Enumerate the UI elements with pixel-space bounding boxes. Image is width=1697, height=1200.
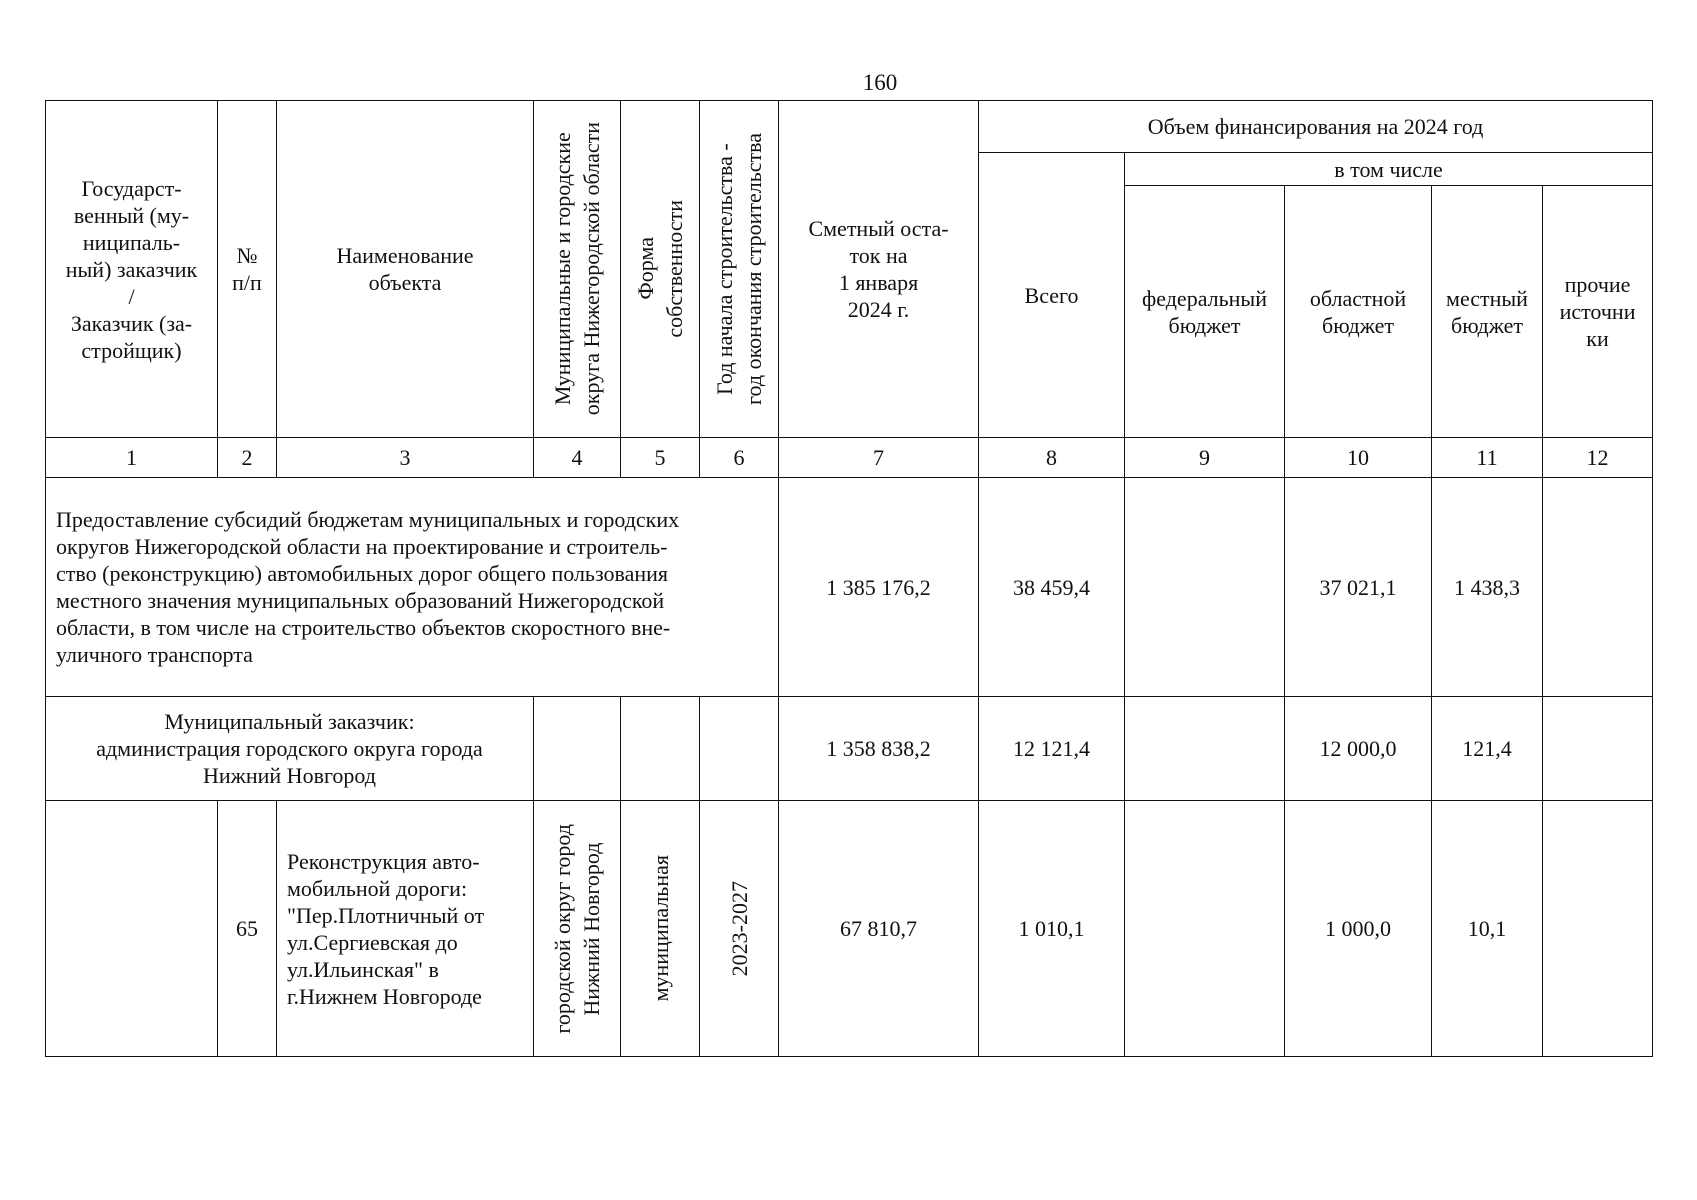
row-empty-4 — [534, 697, 621, 801]
header-local: местный бюджет — [1432, 186, 1543, 438]
column-number-2: 2 — [218, 438, 277, 478]
column-number-1: 1 — [46, 438, 218, 478]
header-total: Всего — [979, 153, 1125, 438]
column-number-8: 8 — [979, 438, 1125, 478]
financing-table — [45, 100, 1653, 1057]
column-number-12: 12 — [1543, 438, 1653, 478]
row-other — [1543, 478, 1653, 697]
header-ownership — [621, 101, 700, 438]
column-number-10: 10 — [1285, 438, 1432, 478]
header-years — [700, 101, 779, 438]
column-number-11: 11 — [1432, 438, 1543, 478]
column-number-6: 6 — [700, 438, 779, 478]
row-years-text: 2023-2027 — [726, 880, 752, 977]
column-number-9: 9 — [1125, 438, 1285, 478]
row-customer: Муниципальный заказчик: администрация городского округа города Нижний Новгород — [46, 697, 534, 801]
column-number-7: 7 — [779, 438, 979, 478]
header-funding: Объем финансирования на 2024 год — [979, 101, 1653, 153]
row-regional: 12 000,0 — [1285, 697, 1432, 801]
row-empty-5 — [621, 697, 700, 801]
row-customer-empty — [46, 801, 218, 1057]
header-estimate: Сметный оста- ток на 1 января 2024 г. — [779, 101, 979, 438]
row-estimate: 67 810,7 — [779, 801, 979, 1057]
row-estimate: 1 385 176,2 — [779, 478, 979, 697]
row-other — [1543, 697, 1653, 801]
row-federal — [1125, 478, 1285, 697]
page-number: 160 — [862, 70, 898, 95]
row-local: 10,1 — [1432, 801, 1543, 1057]
row-years — [700, 801, 779, 1057]
row-local: 1 438,3 — [1432, 478, 1543, 697]
table-row — [46, 697, 1653, 801]
row-local: 121,4 — [1432, 697, 1543, 801]
row-federal — [1125, 697, 1285, 801]
table-row — [46, 801, 1653, 1057]
header-regional: областной бюджет — [1285, 186, 1432, 438]
header-ownership-text: Форма собственности — [633, 200, 687, 338]
header-other: прочие источни ки — [1543, 186, 1653, 438]
row-municipality-text: городской округ город Нижний Новгород — [550, 823, 604, 1034]
row-municipality — [534, 801, 621, 1057]
row-total: 38 459,4 — [979, 478, 1125, 697]
column-number-4: 4 — [534, 438, 621, 478]
header-customer: Государст- венный (му- ниципаль- ный) заказчик / Заказчик (за- стройщик) — [46, 101, 218, 438]
column-number-5: 5 — [621, 438, 700, 478]
header-federal: федеральный бюджет — [1125, 186, 1285, 438]
row-regional: 37 021,1 — [1285, 478, 1432, 697]
row-empty-6 — [700, 697, 779, 801]
header-municipalities — [534, 101, 621, 438]
row-total: 1 010,1 — [979, 801, 1125, 1057]
row-object: Реконструкция авто- мобильной дороги: "Пер.Плотничный от ул.Сергиевская до ул.Ильинская" в г.Нижнем Новгороде — [277, 801, 534, 1057]
row-regional: 1 000,0 — [1285, 801, 1432, 1057]
row-estimate: 1 358 838,2 — [779, 697, 979, 801]
row-description: Предоставление субсидий бюджетам муниципальных и городских округов Нижегородской области на проектирование и строитель- ство (реконструкцию) автомобильных дорог общего пользования местного значения муниципальных образований Нижегородской области, в том числе на строительство объектов скоростного вне- уличного транспорта — [46, 478, 779, 697]
row-ownership — [621, 801, 700, 1057]
header-object-name: Наименование объекта — [277, 101, 534, 438]
header-years-text: Год начала строительства - год окончания строительства — [712, 133, 766, 405]
row-total: 12 121,4 — [979, 697, 1125, 801]
row-ownership-text: муниципальная — [647, 855, 673, 1002]
row-number: 65 — [218, 801, 277, 1057]
header-number: № п/п — [218, 101, 277, 438]
table-row — [46, 478, 1653, 697]
header-including: в том числе — [1125, 153, 1653, 186]
header-municipalities-text: Муниципальные и городские округа Нижегородской области — [550, 122, 604, 416]
column-number-3: 3 — [277, 438, 534, 478]
row-federal — [1125, 801, 1285, 1057]
row-other — [1543, 801, 1653, 1057]
